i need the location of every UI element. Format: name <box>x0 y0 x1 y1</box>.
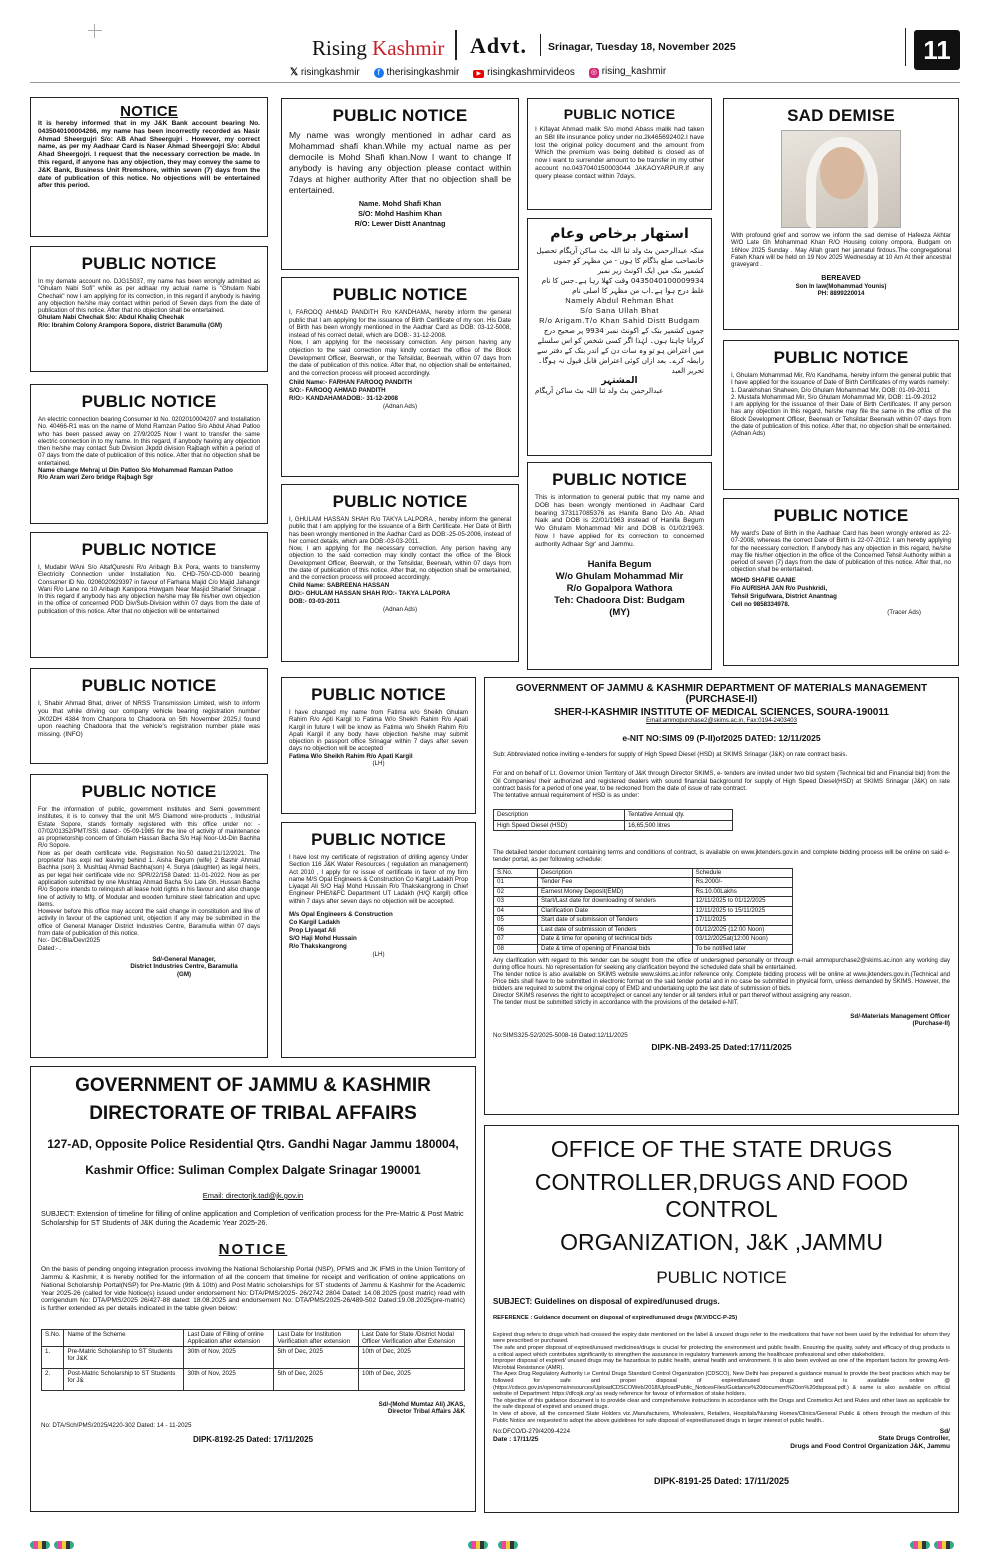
drugs-reference: REFERENCE : Guidance document on disposal of expired/unused drugs (W.V/DCC-P-25) <box>493 1314 738 1321</box>
notice-title: PUBLIC NOTICE <box>311 830 446 849</box>
notice-birth-certificate-hassan <box>281 484 519 662</box>
notice-body: It is hereby informed that in my J&K Bank account bearing No. 0435040100004266, my name has been incorrectly recorded as Nasir Ahmad Sheergujri S/o: AB Ahad Sheergujri . However, my correct name, as per my Aadhaar Card is Naser Ahmad Sheergojri S/o: Abdul Ahad Sheergojri. I request that the necessary correction be made. In this regard, if anyone has any objection, they may convey the same to J&K Bank, Business Unit Rremshore, within seven (7) days from the date of publication of this notice. No objections will be entertained after this period. <box>38 120 260 190</box>
notice-title: PUBLIC NOTICE <box>81 782 217 801</box>
notice-body: I have changed my name from Fatima w/o Sheikh Ghulam Rahim R/o Apti Kargil to Fatima W/o Sheikh Rahim R/o Apati Kargil in future I will be know as Fatima w/o Sheikh Rahim R/o Apati Kargil if any body have objection he/she may submit objection in passport office Srinagar within 7 days after seven days no objection will be accepted <box>289 709 468 753</box>
tender-email: Email:ammopurchase2@skims.ac.in, Fax:0194-2403403 <box>646 718 797 724</box>
notice-name-change-fatima <box>281 677 476 814</box>
scholarship-table <box>41 1329 465 1391</box>
english-name: Namely Abdul Rehman Bhat S/o Sana Ullah Bhat R/o Arigam.T/o Khan Sahid Distt Budgam <box>539 296 700 325</box>
drugs-public-notice: PUBLIC NOTICE <box>656 1268 787 1287</box>
table-row: High Speed Diesel (HSD) 16,65,500 litres <box>494 820 733 830</box>
tender-dipk: DIPK-NB-2493-25 Dated:17/11/2025 <box>651 1042 792 1053</box>
notice-adhar-name <box>281 98 519 270</box>
notice-title: NOTICE <box>120 103 178 120</box>
instagram-icon: ◎ <box>590 69 597 76</box>
social-instagram[interactable]: ◎ rising_kashmir <box>590 66 667 77</box>
notice-body: I, Ghulam Mohammad Mir, R/o Kandhama, hereby inform the general public that I have applied for the issuance of Date of Birth Certificates of my wards namely: 1. Darakhshan Shaheen, D/o Ghulam Mohammad Mir, DOB: 01-09-2011 2. Mustafa Mohammad Mir, S/o Ghulam Mohammad Mir, DOB: 11-09-2012 I am applying for the issuance of their Date of Birth Certificates. If any person has any objection in this regard, he/she may file the same in the office of the Block Development Officer, Beerwah or Tehsildar Beerwah within 07 days from the date of publication of this notice. After that, no objection shall be entertained. (Adnan Ads) <box>731 372 951 438</box>
tender-signature: Sd/-Materials Management Officer (Purchase-II) <box>850 1013 950 1028</box>
tender-skims-hsd <box>484 677 959 1115</box>
crop-mark <box>94 24 95 38</box>
table-row: 1. Pre-Matric Scholarship to ST Students for J&K 30th of Nov, 2025 5th of Dec, 2025 10th of Dec, 2025 <box>42 1346 465 1368</box>
notice-drilling-agency <box>281 822 476 1058</box>
drugs-heading-1: OFFICE OF THE STATE DRUGS <box>550 1136 893 1162</box>
bereaved-name: Son In law(Mohammad Younis) <box>795 283 887 291</box>
notice-aadhaar-hanifa <box>527 462 712 670</box>
notice-bank-name-correction <box>30 97 268 237</box>
social-bar <box>290 66 666 78</box>
notice-title: PUBLIC NOTICE <box>773 506 909 525</box>
notice-body: With profound grief and sorrow we inform the sad demise of Hafeeza Akhtar W/O Late Gh Mohammad Khan R/O Housing colony ompora, Budgam on 16Nov 2025 Sunday . May Allah grant her jannatul firdous.The congregational Fateh Khani will be held on 19 Nov 2025 Wednesday at 10 Am At their ancestral graveyard . <box>731 232 951 269</box>
table-row: S.No. Name of the Scheme Last Date of Filling of online Application after extension Last Date for Institution Verification after extension Last Date for State /District Nodal Officer Verification after Extension <box>42 1329 465 1346</box>
table-row: S.No. Description Schedule <box>494 868 793 878</box>
notice-body: I, FAROOQ AHMAD PANDITH R/o KANDHAMA, hereby inform the general public that I am applying for the issuance of Birth Certificate of my son. His Date of Birth has been wrongly mentioned in the Aadhar Card as DOB: 03-12-5008, instead of his correct detail, which are DOB:- 31-12-2008. Now, I am applying for the necessary correction. Any person having any objection to the said correction may kindly contact the office of the Block Development Officer, Beerwah, or the Tehsildar, Beerwah, within 07 days from the date of publication of this notice. After that, no objection shall be entertained, and the correction process will proceed accordingly. <box>289 309 511 377</box>
drugs-heading-2: CONTROLLER,DRUGS AND FOOD CONTROL <box>534 1169 909 1222</box>
table-row: Description Tentative Annual qty. <box>494 810 733 820</box>
urdu-body-continued: جموں کشمیر بنک کے اکونٹ نمبر 9934 پر صحیح درج کروانا چاہتا ہوں۔ لہٰذا اگر کسی شخص کو اس سلسلے میں اعتراض ہو تو وہ سات دن کے اندر بنک کے دفتر سے رابطہ کرے۔ بعد ازاں کوئی اعتراض قابل قبول نہ ہوگا۔ تحریر العبد <box>537 326 704 375</box>
table-row: 02 Earnest Money Deposit(EMD) Rs.10.00Lakhs <box>494 887 793 897</box>
tender-institute: SHER-I-KASHMIR INSTITUTE OF MEDICAL SCIENCES, SOURA-190011 <box>554 707 889 718</box>
x-icon: 𝕏 <box>290 66 299 78</box>
brand-kashmir: Kashmir <box>372 36 445 60</box>
urdu-notice <box>527 218 712 456</box>
table-row: 07 Date & time for opening of technical bids 03/12/2025at(12:00 Noon) <box>494 935 793 945</box>
notice-body: In my demate account no. DJG15037, my name has been wrongly admitted as "Ghulam Nabi Sofi" while as per adhaar my actual name is "Ghulam Nabi Chechak" now I am applying for its correction, in this regard if anybody is having any objection he/she may contact within period of Seven days from the date of publication of this notice. After that no objection shall be entertained. <box>38 278 260 315</box>
registration-mark <box>30 1541 50 1549</box>
notice-signature: Child Name: SABREENA HASSAN D/O:- GHULAM HASSAN SHAH R/O:- TAKYA LALPORA DOB:- 03-03-2011 <box>289 581 451 605</box>
notice-insurance-policy <box>527 98 712 210</box>
drugs-heading-3: ORGANIZATION, J&K ,JAMMU <box>560 1229 883 1255</box>
dateline: Srinagar, Tuesday 18, November 2025 <box>548 41 736 53</box>
header-divider <box>455 30 457 60</box>
social-youtube[interactable]: ▶ risingkashmirvideos <box>473 67 575 78</box>
tender-para3: Any clarification with regard to this tender can be sought from the office of undersigned personally or through e-mail ammopurchase2@skims.ac.inon any working day during office hours. No representation for seeking any clarification beyond the scheduled date shall be entertained. The tender notice is also available on SKIMS website www.skims.ac.infor reference only. Complete bidding process will be online at www.jktenders.gov.in.(Technical and Price bids shall have to be submitted in electronic format on the said tender portal and in no case be submitted in physical form, unless demanded by SKIMS. However, the bidders are required to submit the original copy of EMD and undertaking upto the last date of submission of bids. Director SKIMS reserves the right to accept/reject or cancel any tender or all tenders infull or part thereof without assigning any reason. The tender must be submitted strictly in accordance with the provisions of the detailed e-NIT. <box>493 958 950 1007</box>
header-divider <box>540 34 541 56</box>
notice-title: PUBLIC NOTICE <box>773 348 909 367</box>
social-x[interactable]: 𝕏 risingkashmir <box>290 66 360 78</box>
notice-body: I, GHULAM HASSAN SHAH R/o TAKYA LALPORA , hereby inform the general public that I am applying for the issuance of a Birth Certificate. Her Date of Birth has been wrongly mentioned in the Aadhar Card as DOB:-25-05-2006, instead of her correct details, which are DOB:-03-03-2011. Now, I am applying for the necessary correction. Any person having any objection to the said correction may kindly contact the office of the Block Development Officer, Beerwah, or the Tehsildar, Beerwah, within 07 days from the date of publication of this notice. After that, no objection shall be entertained, and the correction process will proceed accordingly. <box>289 516 511 582</box>
notice-signature: M/s Opal Engineers & Construction Co Kargil Ladakh Prop Llyaqat Ali S/O Haji Mohd Hussain R/o Thakskangrong <box>289 911 393 951</box>
drugs-signature: Sd/ State Drugs Controller, Drugs and Food Control Organization J&K, Jammu <box>790 1427 950 1451</box>
drugs-number: No:DFCO/D-279/4209-4224 <box>493 1428 571 1436</box>
notice-body: I, Mudabir WAni S/o AltafQureshi R/o Aribagh B.k Pora, wants to transfermy Electricity Connection under Installation No. CHD-750/-CD-000 bearing Consumer ID No. 0206020929397 in favour of Farhana Majid C/o Majid Jahangir Wani R/o Lane no 10 Aribagh Kanipora Howgam Near Masjid Sharief Srinagar . In this regard if anybody has any objection he/she may file his/her own objection in the office of concerned PDD Div/Sub-Division within 07 days from the date of publication of this notice. After that no objection will be entertained <box>38 564 260 615</box>
agency-tag: (Adnan Ads) <box>382 403 418 411</box>
notice-birth-certificate-farooq <box>281 277 519 477</box>
notice-title: PUBLIC NOTICE <box>81 540 217 559</box>
notice-signature: MOHD SHAFIE GANIE F/o AURISHA JAN R/o Pushkridi, Tehsil Srigufwara, District Anantnag Cell no 9858334978. <box>731 576 837 608</box>
drugs-controller-notice <box>484 1125 959 1513</box>
sad-demise <box>723 98 959 330</box>
notice-body: My ward's Date of Birth in the Aadhaar Card has been wrongly entered as 22-07-2008, whereas the correct Date of Birth is 22-07-2012. I am hereby applying for the necessary correction. If anybody has any objection in this regard, he/she may file his/her objection in the office of the Concerned Tehsil Authority within a period of seven (7) days from the date of publication of this notice. After that, no objection shall be entertained. <box>731 530 951 574</box>
bereaved-label: BEREAVED <box>821 273 861 283</box>
notice-title: PUBLIC NOTICE <box>332 106 468 125</box>
notice-electric-connection-patloo <box>30 384 268 524</box>
notice-demat-name <box>30 246 268 372</box>
notice-body: This is information to general public that my name and DOB has been wrongly mentioned in Aadhaar Card bearing 373117085376 as Hanifa Bano D/o Ab. Ahad Naik and DOB is 22/01/1963 instead of Hanifa Begum Wo Ghulam Mohammad Mir and DOB is 01/02/1963. Now I have applied for its correction to concerned authority Adhaar Sgr' and Jammu. <box>535 494 704 548</box>
tribal-directorate: DIRECTORATE OF TRIBAL AFFAIRS <box>89 1103 417 1124</box>
agency-tag: (LH) <box>372 951 385 959</box>
notice-signature: Fatima W/o Sheikh Rahim R/o Apati Kargil <box>289 752 413 760</box>
section-label: Advt. <box>470 33 527 58</box>
notice-title: PUBLIC NOTICE <box>81 254 217 273</box>
registration-mark <box>54 1541 74 1549</box>
notice-title: PUBLIC NOTICE <box>332 492 468 511</box>
notice-body: I, Shabir Ahmad Bhat, driver of NRSS Transmission Limited, wish to inform you that while driving our company vehicle bearing registration number JK02DH 4384 from Chanpora to Chadoora on 5th November 2025,I found upon reaching Chadoora that the vehicle's registration number plate was missing. (INFO) <box>38 700 260 739</box>
notice-industries-centre <box>30 774 268 1058</box>
notice-signature: Name change Mehraj ul Din Patloo S/o Mohammad Ramzan Patloo R/o Aram wari Zero bridge Rajbagh Sgr <box>38 467 233 482</box>
notice-body: An electric connection bearing Consumer Id No. 0202010004207 and Installation No. 40466-R1 was on the name of Mohd Ramzan Patloo S/o Abdul Ahad Patloo who has been passed away on 27/9/2025 Now I want to transfer the same electric connection in to my name. In this regard, if anybody having any objection then he/she may contact Sub Division Jkpdd division Rajbagh within a period of 07 days from the date of publication of this notice. After that no objection shall be entertained. <box>38 416 260 467</box>
notice-birth-certificates-mir <box>723 340 959 490</box>
notice-title: PUBLIC NOTICE <box>552 470 687 489</box>
tender-heading: GOVERNMENT OF JAMMU & KASHMIR DEPARTMENT OF MATERIALS MANAGEMENT (PURCHASE-II) <box>515 683 928 705</box>
notice-body: I Kifayat Ahmad malik S/o mohd Abass malik had taken an SBI life insurance policy under no.2k465692402.I have lost the original policy document and the amount from Which the premium was being debited is closed as of now I want to surrender amount to be transfer in my other account no.0437040150003044 JAKAOYARPUR.If any query please contact within 7days. <box>535 126 704 180</box>
crop-mark <box>88 30 102 31</box>
header-rule <box>30 82 960 83</box>
advertiser-label: المشتہر <box>601 376 638 386</box>
tribal-body: On the basis of pending ongoing integration process involving the National Scholarship Portal (NSP), PFMS and JK IFMS in the Union Territory of Jammu & Kashmir, it is hereby notified for the information of all the concern that timeline for receipt and verification of online applications on National Scholarship Portal(NSP) for Pre-Matric (9th & 10th) and Post Matric scholarships for ST students of Jammu & Kashmir for the Academic Year 2025-26 (called for vide Notice(s) issued under endorsement No: DTA/PMS/2025- 26/2742 2804 Dated: 14.08.2025 (post matric) read with corrigendum No: DTA/PMS/2025 26/427-88 dated: 18.08.2025 and endorsement No: DTA/PMS/2025-26/489-502 Dated:19.08.2025(pre-matric) is further extended as per details indicated in the table given below: <box>41 1266 465 1313</box>
tribal-subject: SUBJECT: Extension of timeline for filling of online application and Completion of verification process for the Pre-Matric & Post Matric Scholarship for ST Students of J&K during the Academic Year 2025-26. <box>41 1209 464 1227</box>
tribal-dipk: DIPK-8192-25 Dated: 17/11/2025 <box>192 1434 314 1444</box>
drugs-subject: SUBJECT: Guidelines on disposal of expired/unused drugs. <box>493 1297 720 1306</box>
table-row: 04 Clarification Date 12/11/2025 to 15/11/2025 <box>494 906 793 916</box>
registration-mark <box>498 1541 518 1549</box>
brand-rising: Rising <box>312 36 367 60</box>
tribal-email: Email: directorjk.tad@jk.gov.in <box>202 1191 304 1200</box>
schedule-table <box>493 868 793 955</box>
masthead-brand <box>312 36 444 61</box>
portrait-photo <box>781 130 901 228</box>
header-divider <box>905 28 906 66</box>
table-row: 01 Tender Fee Rs.2000/- <box>494 878 793 888</box>
notice-title: SAD DEMISE <box>787 106 895 125</box>
drugs-dipk: DIPK-8191-25 Dated: 17/11/2025 <box>653 1475 790 1486</box>
tender-number: No:SIMS325-52/2025-5008-16 Dated:12/11/2025 <box>493 1031 628 1039</box>
table-row: 03 Start/Last date for downloading of tenders 12/11/2025 to 01/12/2025 <box>494 897 793 907</box>
notice-body: I have lost my certificate of registration of drilling agency Under Section 116 J&K Water Resources ( regulation an management) Act 2010 , I apply for re issue of certificate in favor of my firm name M/S Opal Engineers & Construction Co Kargil Ladakh Prop Liyaqat Ali S/O Haji Mohd Hussain R/o Thakskangrong in Chief Engineer PHE/I&FC Department UT Ladakh (H/Q Kargil) office within 7 days after seven days no objection will be accepted. <box>289 854 468 905</box>
notice-title: PUBLIC NOTICE <box>563 106 676 122</box>
notice-signature: Sd/-General Manager, District Industries Centre, Baramulla (GM) <box>130 955 238 978</box>
page-number: 11 <box>914 30 960 70</box>
tribal-signature: Sd/-(Mohd Mumtaz Ali) JKAS, Director Tribal Affairs J&K <box>378 1400 465 1416</box>
drugs-date: Date : 17/11/25 <box>493 1435 539 1443</box>
tribal-heading: GOVERNMENT OF JAMMU & KASHMIR <box>75 1075 431 1096</box>
registration-mark <box>468 1541 488 1549</box>
notice-title: PUBLIC NOTICE <box>332 285 468 304</box>
table-row: 05 Start date of submission of Tenders 17/11/2025 <box>494 916 793 926</box>
tender-enit: e-NIT NO:SIMS 09 (P-II)of2025 DATED: 12/11/2025 <box>622 733 821 743</box>
tribal-number: No: DTA/Sch/PMS/2025/4220-302 Dated: 14 - 11-2025 <box>41 1421 192 1429</box>
drugs-body: Expired drug refers to drugs which had crossed the expiry date mentioned on the label & unused drugs refer to the medications that have not been used by the individual for whom they were prescribed or purchased. The safe and proper disposal of expired/unused medicines/drugs is crucial for protecting the environment and public health. Ensuring the quality, safety and efficacy of drug products is a critical aspect which contributes significantly to strengthen the assurance in regulatory framework among the healthcare professional and other stakeholders. Improper disposal of expired/ unused drugs may be hazardous to public health, animal health and environment. It is also been evolved as one of the important factors for growing Anti-Microbial Resistance (AMR). The Apex Drug Regulatory Authority i.e Central Drugs Standard Control Organization (CDSCO), New Delhi has prepared a guidance manual to provide the best practices which may be followed for safe and proper disposal of expired/unused drugs and is available online @ (https://cdsco.gov.in/opencms/resources/UploadCDSCOWeb/2018/UploadPublic_NoticesFiles/Guidance%20document%20on%20disposal.pdf.) & same is also available on official website of Department: https://dfcojk.org/ as ready reference for favour of information of stake holders. The objective of this guidance document is to provide clear and comprehensive instructions in accordance with the Drugs and Cosmetics Act and Rules and other laws as applicable for the safe disposal of expired and unused drugs. In view of above, all the concerned State Holders viz.,Manufacturers, Wholesalers, Retailers, Hospitals/Nursing Homes/Clinics/General Public & others through the medium of this Public Notice are requested to adopt the above guidelines for safe disposal of expired/unused drugs in larger interest of public health.. <box>493 1331 950 1424</box>
tribal-affairs-notice <box>30 1066 476 1512</box>
notice-body: My name was wrongly mentioned in adhar card as Mohammad shafi khan.While my actual name as per democile is Mohd Shafi khan.Now I want to change If anybody is having any objection please contact within 7days at higher authority After that no objection shall be entertained. <box>289 130 511 195</box>
agency-tag: (Tracer Ads) <box>887 608 921 616</box>
urdu-body: منکہ عبدالرحمن بٹ ولد ثنا اللہ بٹ ساکن آریگام تحصیل خانصاحب ضلع بڈگام کا ہوں - من مظہر کو جموں کشمیر بنک میں ایک اکونٹ زیر نمبر 0435040100009934 وقت کھلا رہا ہے۔جس کا نام غلط درج ہوا ہے۔اب من مظہر کا اصلی نام <box>536 246 704 295</box>
notice-body: For the information of public, government institutes and Semi government institutes, it is to convey that the unit M/S Diamond wire-products , Industrial Estate Sopore, stands formally registered with this office under no: - 07/02/01352/PMT/SSI. dated:- 05-09-1985 for the line of activity of maintenance as proprietorship concern of Ghulam Hassan Bacha S/o Haji Noor-Ud-Din Bachha R/o Sopore. Now as per death certificate vide. Registration No.50 dated:21/12/2021. The proprietor has expi red leaving behind 1. Aisha Begum (wife) 2 Bashir Ahmad Bachha (son) 3. Mushtaq Ahmad Bachha(son) 4. Surya (daughter) as legal heirs, as per legal heir certificate vide no: SPR/22/158 Dated: 11-01-2022. Now as per application submitted by one Mushtaq Ahmad Bacha S/o Late Gh. Hussan Bacha R/o Sopore intends to relinquish all lease hold rights in his favour and also change line of activity to Mfg. of Modular and wooden furniture steel fabrication and upvc items. However before this office may accord the said change in constitution and line of activity in favour of the captioned unit, objection if any may be submitted in the office of General Manager District Industries Centre, Baramulla within 07 days from date of publication of this notice. No:- DIC/Bla/Dev/2025 Dated:- . <box>38 806 260 952</box>
notice-title: PUBLIC NOTICE <box>311 685 446 704</box>
tribal-notice-title: NOTICE <box>218 1241 288 1259</box>
notice-electricity-transfer-wani <box>30 532 268 658</box>
table-row: 06 Last date of submission of Tenders 01/12/2025 (12:00 Noon) <box>494 925 793 935</box>
tribal-address-jammu: 127-AD, Opposite Police Residential Qtrs. Gandhi Nagar Jammu 180004, <box>47 1137 459 1151</box>
registration-mark <box>934 1541 954 1549</box>
notice-title: PUBLIC NOTICE <box>81 392 217 411</box>
notice-signature: Ghulam Nabi Chechak S/o: Abdul Khaliq Chechak R/o: Ibrahim Colony Arampora Sopore, district Baramulla (GM) <box>38 314 223 329</box>
notice-signature: Child Name:- FARHAN FAROOQ PANDITH S/O:- FAROOQ AHMAD PANDITH R/O:- KANDAHAMADOB:- 31-12-2008 <box>289 379 412 403</box>
table-row: 2. Post-Matric Scholarship to ST Students for J& 30th of Nov, 2025 5th of Dec, 2025 10th of Dec, 2025 <box>42 1368 465 1390</box>
notice-signature: Hanifa Begum W/o Ghulam Mohammad Mir R/o Gopalpora Wathora Teh: Chadoora Dist: Budgam (MY) <box>554 558 685 618</box>
notice-title: استھار برخاص وعام <box>550 226 689 242</box>
notice-ward-dob <box>723 498 959 666</box>
urdu-signature: عبدالرحمن بٹ ولد ثنا اللہ بٹ ساکن آریگام <box>535 386 664 395</box>
notice-signature: Name. Mohd Shafi Khan S/O: Mohd Hashim Khan R/O: Lewer Distt Anantnag <box>354 199 446 228</box>
agency-tag: (LH) <box>372 760 385 768</box>
tribal-address-kashmir: Kashmir Office: Suliman Complex Dalgate Srinagar 190001 <box>85 1163 421 1177</box>
requirement-table <box>493 809 733 831</box>
registration-mark <box>910 1541 930 1549</box>
facebook-icon: f <box>374 68 384 78</box>
table-row: 08 Date & time of opening of Financial bids To be notified later <box>494 944 793 954</box>
tender-para2: The detailed tender document containing terms and conditions of contract, is available on www.jktenders.gov.in and complete bidding process will be online on said e- tender portal, as per following schedule: <box>493 849 950 864</box>
contact-phone: PH: 8899220014 <box>817 290 865 298</box>
tender-para1: For and on behalf of Lt. Governor Union Territory of J&K through Director SKIMS, e- tenders are invited under two bid system (Technical bid and Financial bid) from the Oil Companies/ their authorized and registered dealers with sound financial background for supply of High Speed Diesel(HSD) at SKIMS Srinagar (J&K) on rate contract basis for a period of one year, to be reckoned from the date of issue of rate contract. The tentative annual requirement of HSD is as under: <box>493 770 950 800</box>
notice-number-plate <box>30 668 268 764</box>
agency-tag: (Adnan Ads) <box>382 605 418 613</box>
notice-title: PUBLIC NOTICE <box>81 676 217 695</box>
tender-subject: Sub: Abbreviated notice inviting e-tenders for supply of High Speed Diesel (HSD) at SKIMS Srinagar (J&K) on rate contract basis. <box>493 751 848 758</box>
youtube-icon: ▶ <box>473 70 484 78</box>
social-facebook[interactable]: f therisingkashmir <box>374 67 460 78</box>
